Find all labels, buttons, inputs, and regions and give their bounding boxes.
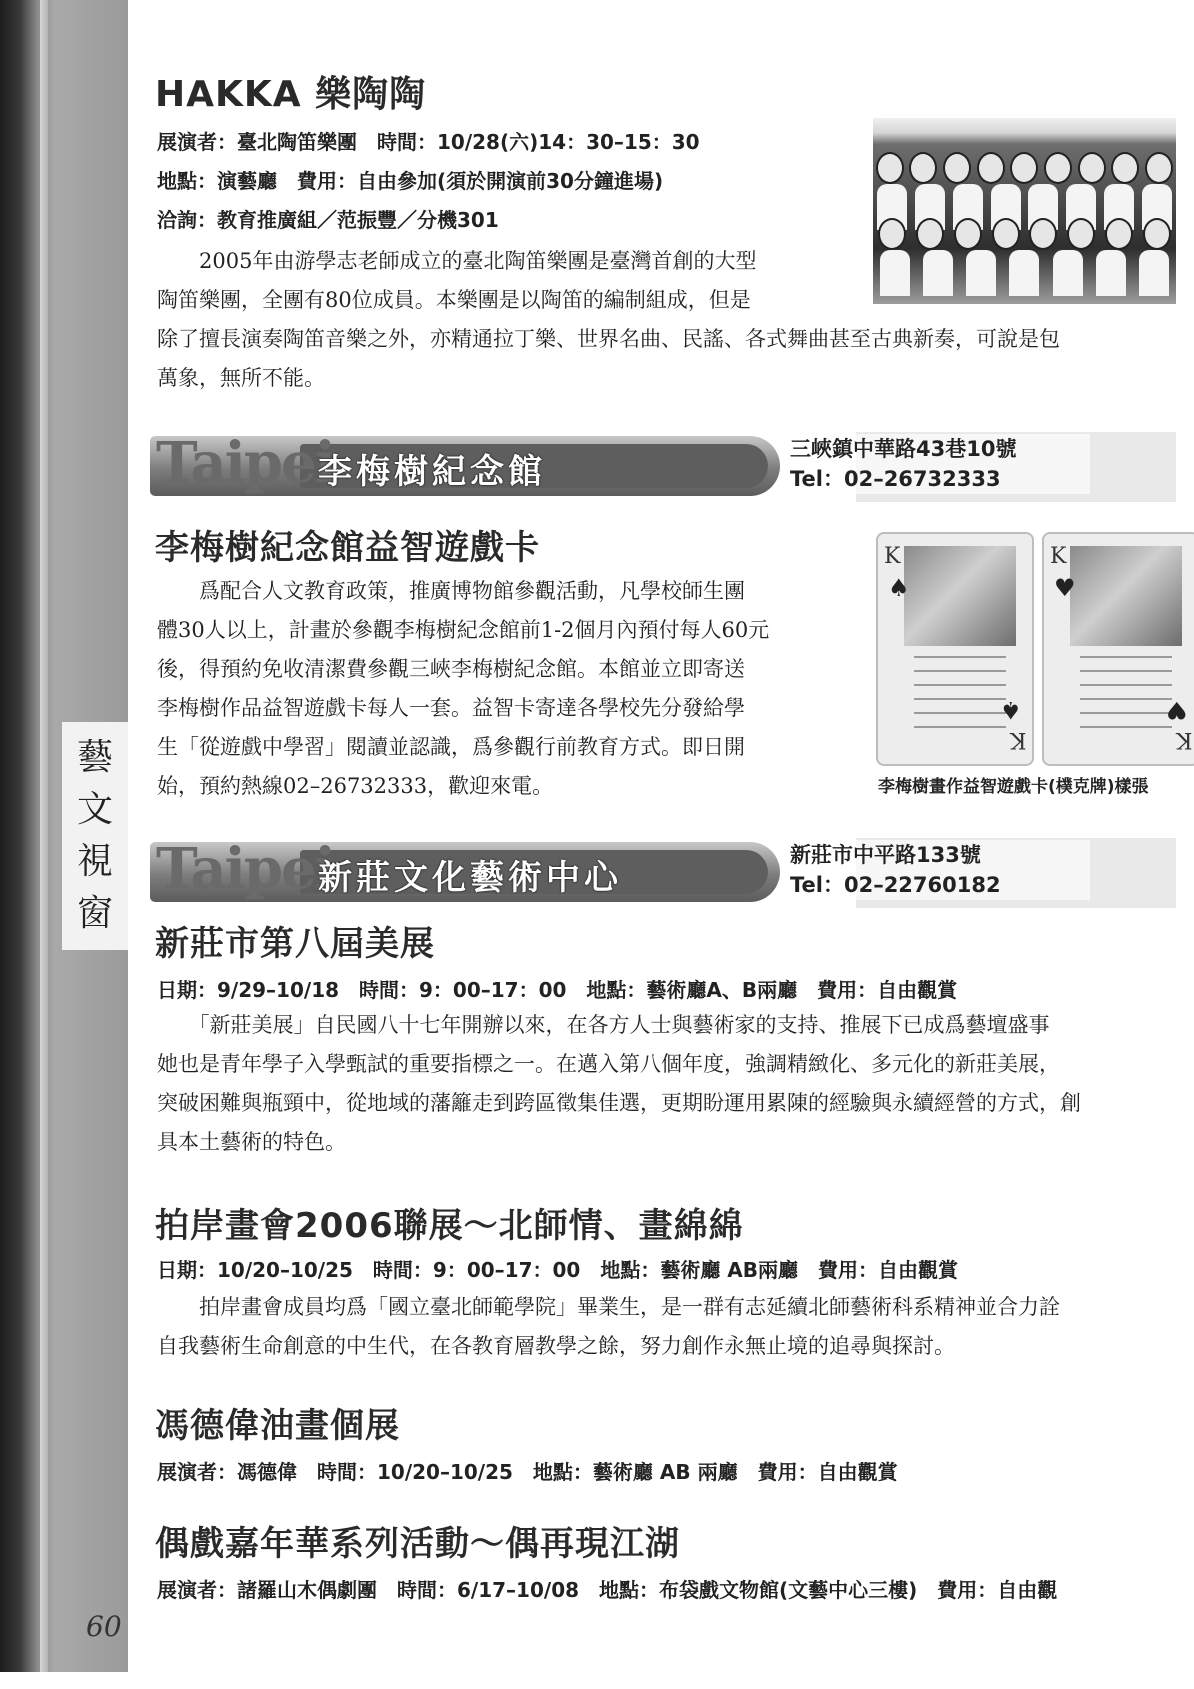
page-number: 60 <box>86 1610 122 1643</box>
body-line: 2005年由游學志老師成立的臺北陶笛樂團是臺灣首創的大型 <box>157 249 757 273</box>
bottom-margin <box>0 1672 128 1689</box>
body-line: 生「從遊戲中學習」閱讀並認識，爲參觀行前教育方式。即日開 <box>157 735 745 759</box>
venue-name: 新莊文化藝術中心 <box>318 858 622 898</box>
venue-banner-limeishu <box>150 432 1176 502</box>
section-tab-char: 文 <box>76 789 113 830</box>
limei-body <box>157 572 857 806</box>
playing-card-heart <box>1042 532 1194 766</box>
section-tab-char: 窗 <box>76 893 113 934</box>
puppet-meta: 展演者：諸羅山木偶劇團 時間：6/17–10/08 地點：布袋戲文物館(文藝中心三樓) 費用：自由觀 <box>157 1578 1058 1602</box>
paian-title: 拍岸畫會2006聯展～北師情、畫綿綿 <box>155 1206 744 1246</box>
feng-meta: 展演者：馮德偉 時間：10/20–10/25 地點：藝術廳 AB 兩廳 費用：自由觀賞 <box>157 1460 898 1484</box>
card-text-lines <box>914 656 1006 740</box>
venue-address: 新莊市中平路133號 <box>790 843 981 867</box>
venue-info <box>790 840 1090 900</box>
venue-info <box>790 434 1090 494</box>
venue-tel: Tel：02–26732333 <box>790 467 1001 491</box>
body-line: 她也是青年學子入學甄試的重要指標之一。在邁入第八個年度，強調精緻化、多元化的新莊美展， <box>157 1052 1060 1076</box>
hakka-meta-performer: 展演者：臺北陶笛樂團 時間：10/28(六)14：30–15：30 <box>157 130 700 154</box>
feng-title: 馮德偉油畫個展 <box>155 1406 400 1446</box>
body-line: 體30人以上，計畫於參觀李梅樹紀念館前1-2個月內預付每人60元 <box>157 618 770 642</box>
card-artwork <box>904 546 1016 646</box>
puppet-title: 偶戲嘉年華系列活動～偶再現江湖 <box>155 1524 680 1564</box>
venue-name: 李梅樹紀念館 <box>318 452 546 492</box>
exhibit8-body <box>157 1006 1177 1162</box>
section-tab <box>62 722 128 950</box>
venue-address: 三峽鎮中華路43巷10號 <box>790 437 1017 461</box>
binding-edge <box>40 0 48 1689</box>
body-line: 除了擅長演奏陶笛音樂之外，亦精通拉丁樂、世界名曲、民謠、各式舞曲甚至古典新奏，可說是包 <box>157 327 1060 351</box>
taipei-logo: Taipei <box>156 430 334 496</box>
section-tab-char: 視 <box>76 841 113 882</box>
body-line: 後，得預約免收清潔費參觀三峽李梅樹紀念館。本館並立即寄送 <box>157 657 745 681</box>
body-line: 突破困難與瓶頸中，從地域的藩籬走到跨區徵集佳選，更期盼運用累陳的經驗與永續經營的方式，創 <box>157 1091 1081 1115</box>
body-line: 「新莊美展」自民國八十七年開辦以來，在各方人士與藝術家的支持、推展下已成爲藝壇盛事 <box>157 1013 1050 1037</box>
card-caption: 李梅樹畫作益智遊戲卡(樸克牌)樣張 <box>878 777 1149 797</box>
spade-icon: ♠ <box>888 574 910 602</box>
hakka-title: HAKKA 樂陶陶 <box>155 74 427 115</box>
body-line: 始，預約熱線02–26732333，歡迎來電。 <box>157 774 554 798</box>
body-line: 自我藝術生命創意的中生代，在各教育層教學之餘，努力創作永無止境的追尋與探討。 <box>157 1334 955 1358</box>
card-rank: K <box>1050 544 1067 569</box>
taipei-logo: Taipei <box>156 836 334 902</box>
paian-meta: 日期：10/20–10/25 時間：9：00–17：00 地點：藝術廳 AB兩廳 費用：自由觀賞 <box>157 1258 959 1282</box>
body-line: 李梅樹作品益智遊戲卡每人一套。益智卡寄達各學校先分發給學 <box>157 696 745 720</box>
card-rank: K <box>1175 727 1192 752</box>
body-line: 萬象，無所不能。 <box>157 366 325 390</box>
paian-body <box>157 1288 1177 1366</box>
ensemble-photo <box>873 118 1176 304</box>
card-text-lines <box>1080 656 1172 740</box>
spade-icon: ♠ <box>1000 696 1022 724</box>
section-tab-char: 藝 <box>76 737 113 778</box>
limei-title: 李梅樹紀念館益智遊戲卡 <box>155 528 540 568</box>
body-line: 爲配合人文教育政策，推廣博物館參觀活動，凡學校師生團 <box>157 579 745 603</box>
heart-icon: ♥ <box>1054 574 1076 602</box>
heart-icon: ♥ <box>1166 696 1188 724</box>
left-binding-bar <box>0 0 128 1689</box>
card-rank: K <box>884 544 901 569</box>
exhibit8-title: 新莊市第八屆美展 <box>155 924 435 964</box>
playing-card-spade <box>876 532 1034 766</box>
body-line: 拍岸畫會成員均爲「國立臺北師範學院」畢業生，是一群有志延續北師藝術科系精神並合力詮 <box>157 1295 1060 1319</box>
hakka-meta-venue: 地點：演藝廳 費用：自由參加(須於開演前30分鐘進場) <box>157 169 664 193</box>
body-line: 陶笛樂團，全團有80位成員。本樂團是以陶笛的編制組成，但是 <box>157 288 751 312</box>
exhibit8-meta: 日期：9/29–10/18 時間：9：00–17：00 地點：藝術廳A、B兩廳 費用：自由觀賞 <box>157 978 958 1002</box>
card-rank: K <box>1009 727 1026 752</box>
hakka-meta-contact: 洽詢：教育推廣組／范振豐／分機301 <box>157 208 499 232</box>
venue-banner-xinzhuang <box>150 838 1176 908</box>
body-line: 具本土藝術的特色。 <box>157 1130 346 1154</box>
card-artwork <box>1070 546 1182 646</box>
venue-tel: Tel：02–22760182 <box>790 873 1001 897</box>
